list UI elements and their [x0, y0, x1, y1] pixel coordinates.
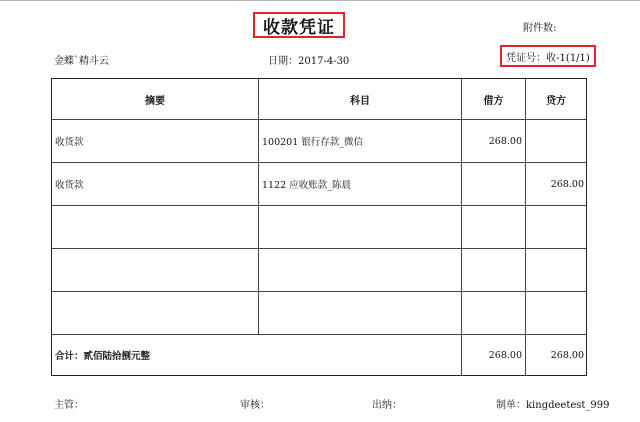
column-header-credit: 贷方: [546, 95, 566, 107]
row-1-account: 100201 银行存款_微信: [262, 137, 364, 148]
voucher-number-highlight-box: [500, 45, 596, 67]
total-label: 合计：贰佰陆拾捌元整: [55, 351, 151, 362]
row-divider: [52, 291, 586, 292]
footer-cashier: 出纳：: [372, 400, 402, 411]
row-1-credit: [526, 120, 584, 162]
column-header-summary: 摘要: [145, 95, 165, 107]
footer-supervisor: 主管：: [54, 400, 84, 411]
row-1-debit: 268.00: [488, 135, 522, 147]
column-divider: [258, 79, 259, 375]
row-2-account: 1122 应收账款_陈晨: [262, 180, 351, 191]
row-divider: [52, 205, 586, 206]
row-2-credit: 268.00: [550, 178, 584, 190]
row-1-summary: 收货款: [55, 137, 84, 148]
column-header-account: 科目: [350, 95, 370, 107]
total-debit: 268.00: [488, 349, 522, 361]
row-divider: [52, 248, 586, 249]
company-name: 金蝶`精斗云: [54, 56, 109, 67]
attachments-label: 附件数:: [523, 23, 557, 34]
voucher-table: [51, 78, 587, 376]
title-highlight-box: [253, 12, 345, 38]
voucher-date: 日期：2017-4-30: [268, 56, 350, 67]
voucher-number: 凭证号：收-1(1/1): [506, 52, 590, 64]
row-2-summary: 收货款: [55, 180, 84, 191]
column-header-debit: 借方: [483, 95, 504, 107]
row-2-debit: [462, 163, 522, 205]
total-credit: 268.00: [550, 349, 584, 361]
top-border: [0, 0, 640, 1]
footer-reviewer: 审核：: [240, 400, 270, 411]
voucher-title: 收款凭证: [263, 17, 335, 38]
total-row-merge-mask: [257, 335, 260, 375]
footer-maker: 制单：kingdeetest_999: [496, 400, 610, 411]
